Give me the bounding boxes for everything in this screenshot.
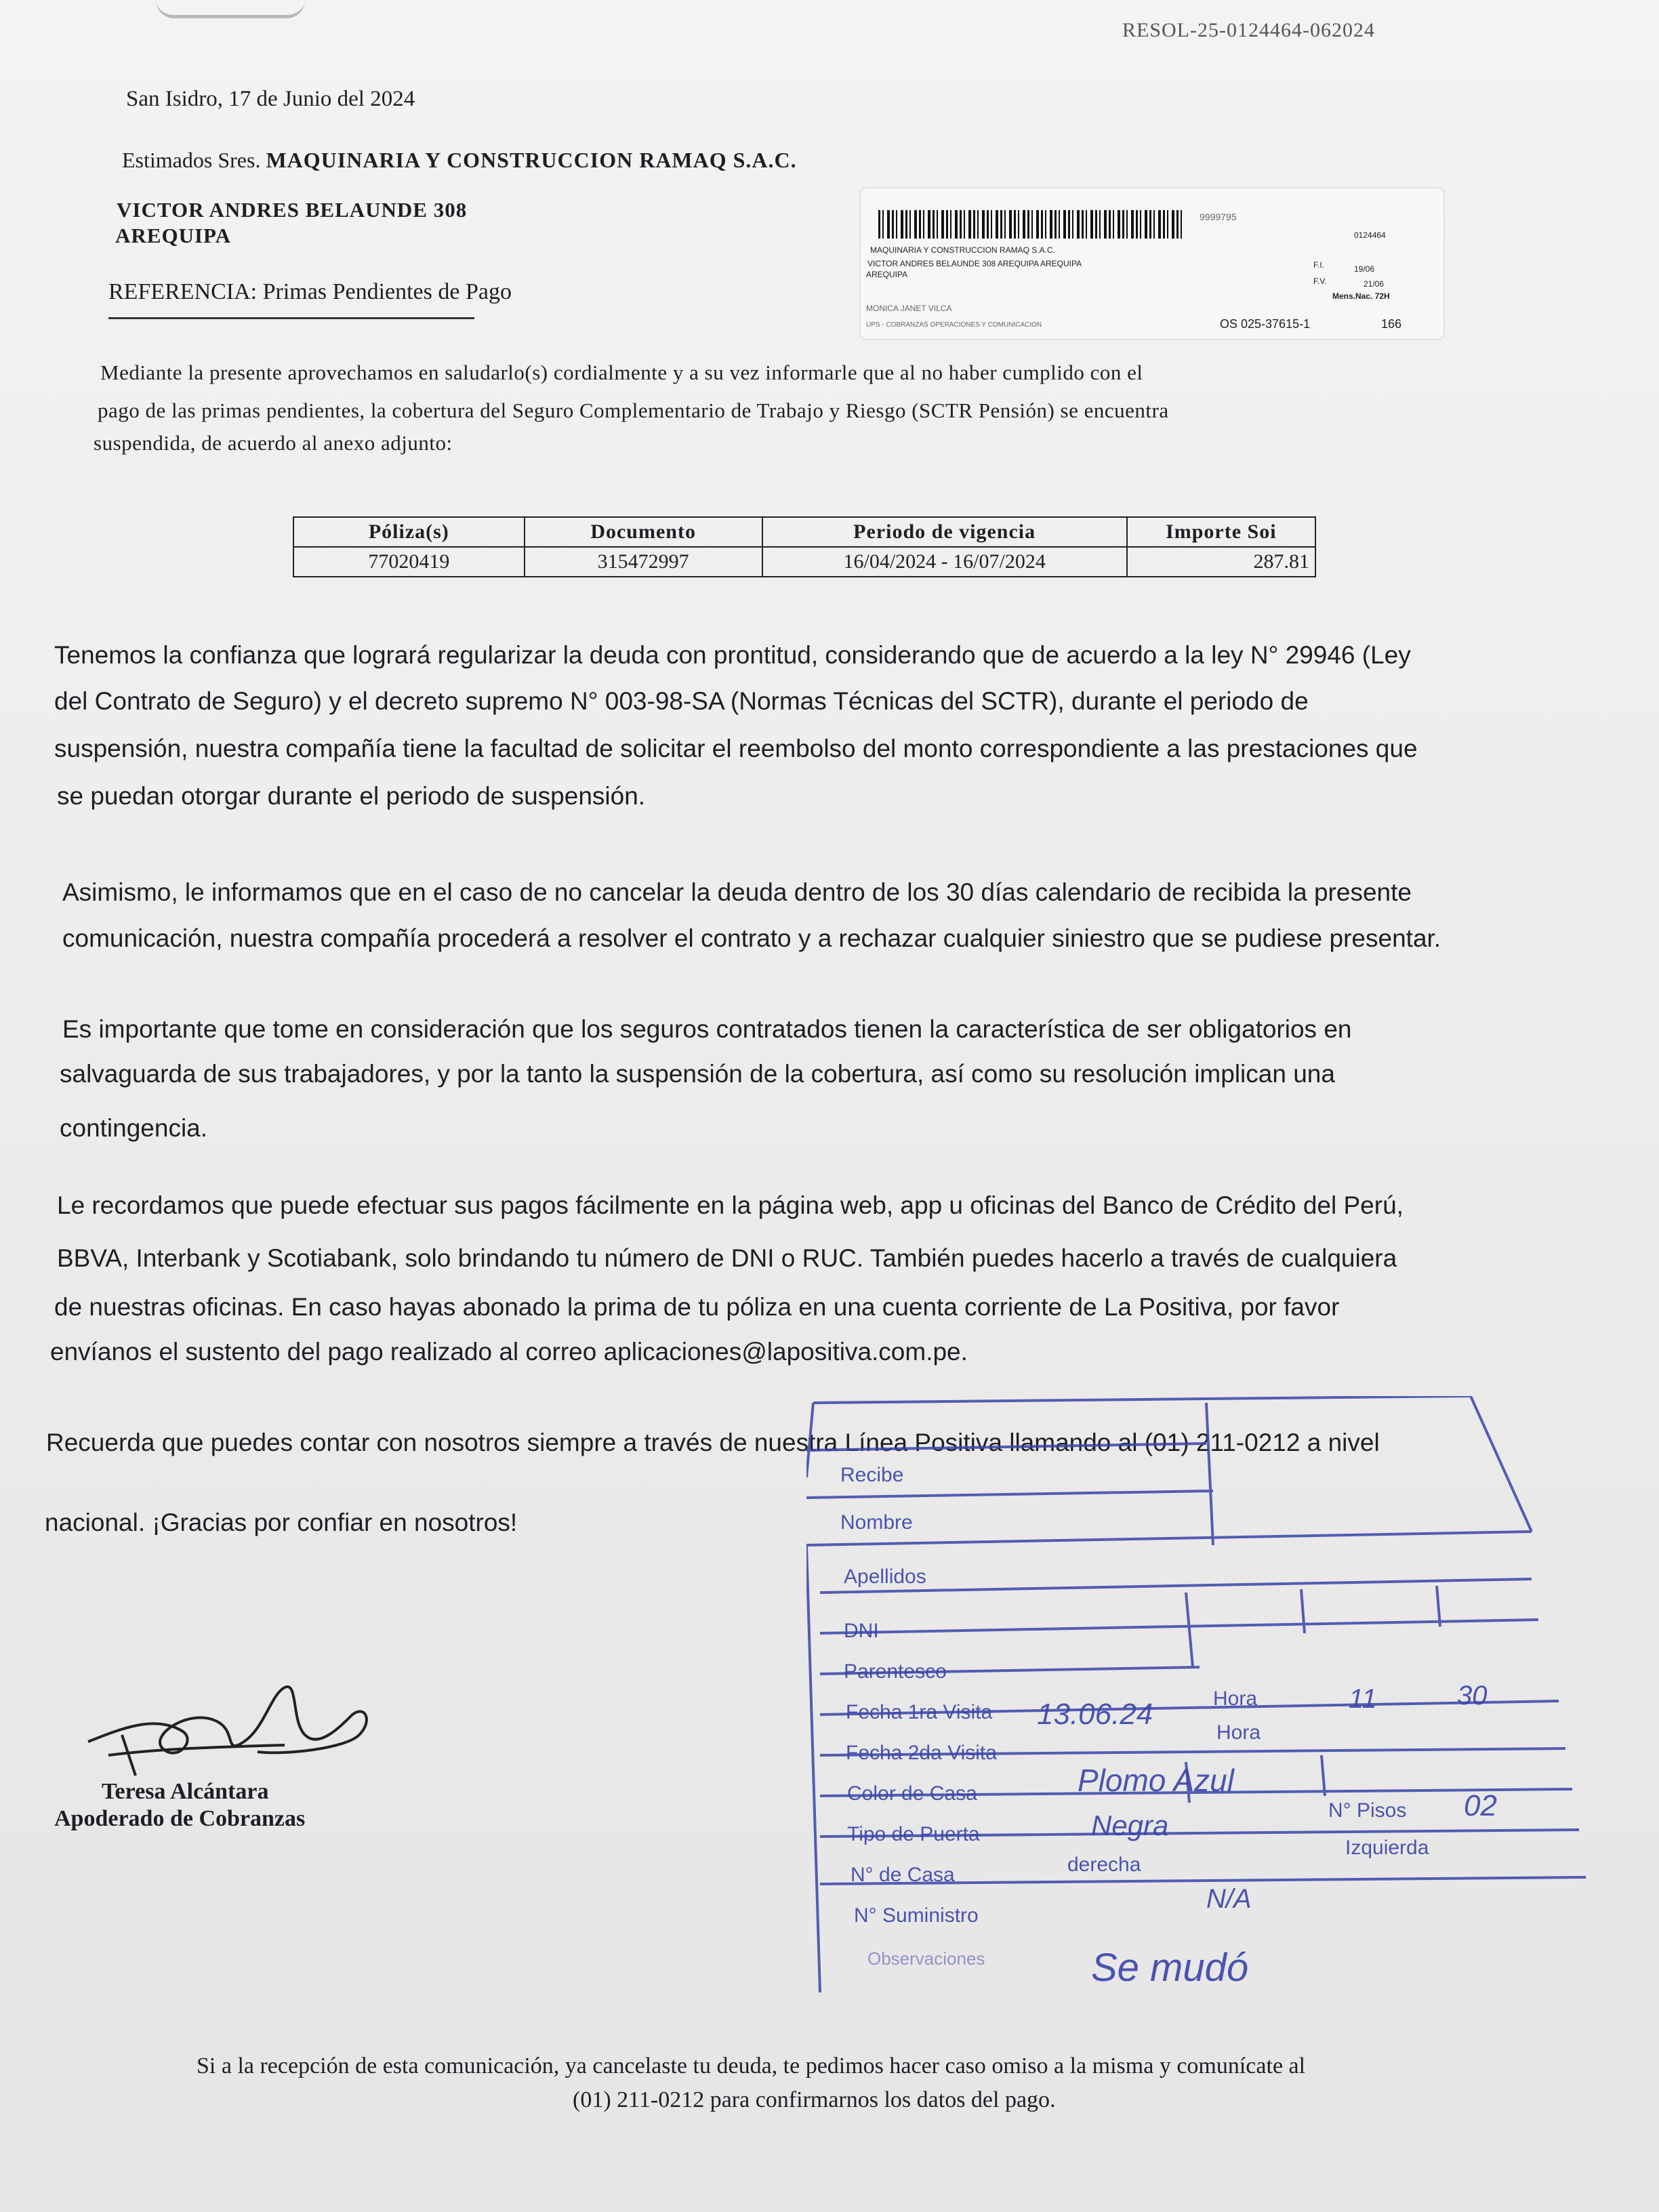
hw-hora-h: 11	[1349, 1684, 1377, 1714]
stamp-dni: DNI	[844, 1620, 879, 1642]
stamp-observaciones: Observaciones	[867, 1948, 985, 1969]
label-fv: F.V.	[1313, 276, 1327, 286]
p2-line-1: Asimismo, le informamos que en el caso de no cancelar la deuda dentro de los 30 días calendario de recibida la presente	[62, 878, 1412, 906]
signer-role: Apoderado de Cobranzas	[54, 1806, 306, 1831]
label-number: 0124464	[1354, 230, 1386, 240]
signature-scribble	[81, 1667, 380, 1782]
greeting-prefix: Estimados Sres.	[122, 148, 261, 172]
label-fi: F.I.	[1313, 260, 1325, 270]
hw-color: Plomo Azul	[1078, 1763, 1234, 1798]
resolution-code: RESOL-25-0124464-062024	[1122, 19, 1375, 41]
stamp-fecha-1: Fecha 1ra Visita	[846, 1701, 993, 1723]
stamp-izquierda: Izquierda	[1345, 1837, 1429, 1859]
table-row	[293, 547, 1315, 577]
greeting	[122, 148, 797, 173]
stamp-nombre: Nombre	[840, 1511, 913, 1534]
cell-importe: 287.81	[1127, 547, 1315, 577]
reference-line: REFERENCIA: Primas Pendientes de Pago	[108, 279, 512, 304]
label-dept: UPS - COBRANZAS OPERACIONES Y COMUNICACION	[866, 321, 1042, 329]
p1-line-2: del Contrato de Seguro) y el decreto supremo N° 003-98-SA (Normas Técnicas del SCTR), durante el periodo de	[54, 687, 1309, 715]
hw-observaciones: Se mudó	[1091, 1946, 1249, 1990]
label-line-1: MAQUINARIA Y CONSTRUCCION RAMAQ S.A.C.	[870, 245, 1055, 255]
intro-line-2: pago de las primas pendientes, la cobertura del Seguro Complementario de Trabajo y Riesgo (SCTR Pensión) se encuentra	[98, 398, 1169, 422]
footer-line-2: (01) 211-0212 para confirmarnos los datos del pago.	[573, 2087, 1056, 2112]
stamp-hora-2: Hora	[1216, 1721, 1261, 1744]
p4-line-4: envíanos el sustento del pago realizado al correo aplicaciones@lapositiva.com.pe.	[50, 1338, 968, 1366]
visit-stamp	[806, 1396, 1606, 1992]
p4-line-2: BBVA, Interbank y Scotiabank, solo brindando tu número de DNI o RUC. También puedes hacerlo a través de cualquiera	[57, 1244, 1397, 1272]
p3-line-3: contingencia.	[60, 1114, 208, 1142]
cell-documento: 315472997	[525, 547, 762, 577]
p4-line-3: de nuestras oficinas. En caso hayas abonado la prima de tu póliza en una cuenta corriente de La Positiva, por favor	[54, 1293, 1340, 1321]
address-line-2: AREQUIPA	[115, 224, 232, 247]
stamp-recibe: Recibe	[840, 1464, 904, 1486]
label-fv-value: 21/06	[1364, 279, 1385, 289]
hw-casa: N/A	[1206, 1884, 1252, 1914]
p5-line-1: Recuerda que puedes contar con nosotros siempre a través de nuestra Línea Positiva llamando al (01) 211-0212 a nivel	[46, 1429, 1380, 1456]
p5-line-2: nacional. ¡Gracias por confiar en nosotros!	[45, 1509, 518, 1536]
intro-line-3: suspendida, de acuerdo al anexo adjunto:	[94, 431, 453, 455]
stamp-pisos: N° Pisos	[1328, 1799, 1407, 1822]
label-line-3: AREQUIPA	[866, 270, 908, 279]
hw-fecha: 13.06.24	[1037, 1698, 1153, 1731]
stamp-hora-1: Hora	[1213, 1687, 1258, 1710]
policy-table	[293, 516, 1316, 577]
p1-line-3: suspensión, nuestra compañía tiene la facultad de solicitar el reembolso del monto correspondiente a las prestaciones que	[54, 735, 1418, 762]
cell-poliza: 77020419	[293, 547, 525, 577]
p1-line-1: Tenemos la confianza que logrará regularizar la deuda con prontitud, considerando que de acuerdo a la ley N° 29946 (Ley	[54, 641, 1411, 669]
hw-pisos: 02	[1464, 1789, 1497, 1822]
table-header-row	[293, 517, 1315, 547]
hw-hora-m: 30	[1457, 1681, 1488, 1711]
p3-line-1: Es importante que tome en consideración que los seguros contratados tienen la característica de ser obligatorios en	[62, 1015, 1352, 1043]
intro-line-1: Mediante la presente aprovechamos en saludarlo(s) cordialmente y a su vez informarle que al no haber cumplido con el	[100, 361, 1143, 384]
cell-periodo: 16/04/2024 - 16/07/2024	[762, 547, 1127, 577]
label-os-num: 166	[1381, 317, 1402, 331]
col-periodo: Periodo de vigencia	[762, 517, 1127, 547]
p2-line-2: comunicación, nuestra compañía procederá a resolver el contrato y a rechazar cualquier siniestro que se pudiese presentar.	[62, 924, 1441, 952]
label-code: 9999795	[1200, 211, 1237, 222]
p4-line-1: Le recordamos que puede efectuar sus pagos fácilmente en la página web, app u oficinas del Banco de Crédito del Perú,	[57, 1191, 1404, 1219]
reference-underline	[108, 317, 474, 319]
col-poliza: Póliza(s)	[293, 517, 525, 547]
stamp-apellidos: Apellidos	[844, 1565, 926, 1588]
mailing-label	[861, 188, 1443, 339]
hw-puerta: Negra	[1091, 1809, 1169, 1841]
stamp-parentesco: Parentesco	[844, 1660, 947, 1683]
stamp-tipo-puerta: Tipo de Puerta	[847, 1823, 980, 1845]
label-fi-value: 19/06	[1354, 264, 1375, 274]
stamp-n-casa: N° de Casa	[851, 1864, 955, 1886]
label-os-code: OS 025-37615-1	[1220, 317, 1311, 331]
p1-line-4: se puedan otorgar durante el periodo de suspensión.	[57, 782, 646, 810]
col-importe: Importe Soi	[1127, 517, 1315, 547]
footer-line-1: Si a la recepción de esta comunicación, ya cancelaste tu deuda, te pedimos hacer caso omiso a la misma y comunícate al	[197, 2053, 1306, 2078]
label-line-2: VICTOR ANDRES BELAUNDE 308 AREQUIPA AREQUIPA	[867, 259, 1082, 268]
stamp-color: Color de Casa	[847, 1782, 977, 1805]
date-line: San Isidro, 17 de Junio del 2024	[126, 87, 415, 111]
address-line-1: VICTOR ANDRES BELAUNDE 308	[117, 198, 468, 222]
signer-name: Teresa Alcántara	[102, 1779, 269, 1804]
col-documento: Documento	[525, 517, 762, 547]
stamp-derecha: derecha	[1067, 1853, 1141, 1876]
barcode-icon	[878, 210, 1183, 239]
paper-edge	[156, 0, 305, 18]
stamp-suministro: N° Suministro	[854, 1904, 979, 1927]
p3-line-2: salvaguarda de sus trabajadores, y por la tanto la suspensión de la cobertura, así como su resolución implican una	[60, 1060, 1335, 1088]
label-mens: Mens.Nac. 72H	[1332, 291, 1390, 301]
label-agent: MONICA JANET VILCA	[866, 304, 952, 313]
stamp-fecha-2: Fecha 2da Visita	[846, 1742, 997, 1764]
addressee-name: MAQUINARIA Y CONSTRUCCION RAMAQ S.A.C.	[266, 148, 797, 172]
